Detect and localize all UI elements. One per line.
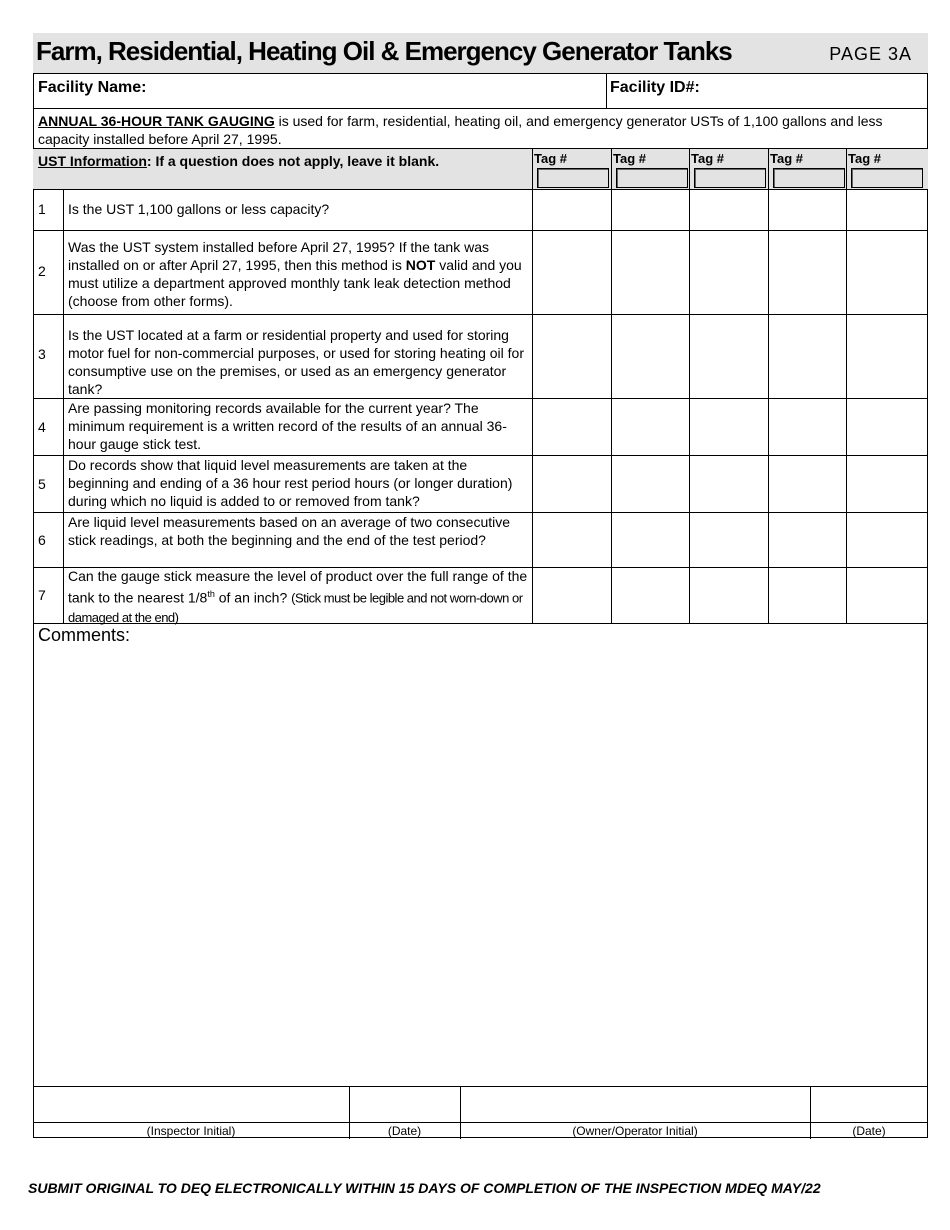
answer-cell[interactable] [689, 455, 769, 512]
question-row-2 [33, 230, 928, 315]
question-text-part: Can the gauge stick measure the level of product over the full range of the tank to the nearest 1/8 [68, 568, 528, 606]
question-text-superscript: th [207, 589, 215, 599]
answer-cell[interactable] [532, 398, 612, 455]
intro-heading: ANNUAL 36-HOUR TANK GAUGING [38, 113, 275, 129]
question-number: 6 [38, 532, 46, 548]
facility-name-field[interactable]: Facility Name: [38, 79, 147, 96]
answer-cell[interactable] [846, 314, 929, 398]
question-text-part: of an inch? [214, 589, 292, 606]
question-text: Are liquid level measurements based on an average of two consecutive stick readings, at both the beginning and the end of the test period? [68, 514, 511, 548]
tag-label: Tag # [613, 151, 646, 166]
number-divider [63, 190, 64, 230]
tag-column [611, 149, 690, 191]
answer-cell[interactable] [768, 230, 847, 314]
answer-cell[interactable] [611, 567, 690, 623]
answer-cell[interactable] [768, 190, 847, 230]
answer-cell[interactable] [768, 567, 847, 623]
question-number: 5 [38, 476, 46, 492]
owner-initial-label: (Owner/Operator Initial) [572, 1124, 698, 1138]
answer-cell[interactable] [611, 190, 690, 230]
question-number: 1 [38, 201, 46, 217]
question-number: 2 [38, 263, 46, 279]
tag-label: Tag # [770, 151, 803, 166]
signature-line [33, 1122, 928, 1123]
answer-cell[interactable] [846, 567, 929, 623]
signature-row [33, 1086, 928, 1138]
answer-cell[interactable] [689, 230, 769, 314]
question-row-6 [33, 512, 928, 568]
tag-input[interactable] [616, 168, 688, 188]
ust-info-label: UST Information [38, 153, 147, 169]
answer-cell[interactable] [532, 567, 612, 623]
question-text: Are passing monitoring records available for the current year? The minimum requirement is a written record of the results of an annual 36-hour gauge stick test. [68, 400, 507, 452]
tag-label: Tag # [534, 151, 567, 166]
answer-cell[interactable] [846, 512, 929, 567]
number-divider [63, 398, 64, 455]
question-text: Do records show that liquid level measurements are taken at the beginning and ending of a 36 hour rest period hours (or longer duration) during which no liquid is added to or removed from tank? [68, 457, 513, 509]
tag-label: Tag # [691, 151, 724, 166]
question-row-3 [33, 314, 928, 399]
answer-cell[interactable] [611, 314, 690, 398]
answer-cell[interactable] [689, 567, 769, 623]
question-row-1 [33, 190, 928, 231]
tag-column [689, 149, 769, 191]
page-title: Farm, Residential, Heating Oil & Emergency Generator Tanks [36, 36, 732, 66]
tag-input[interactable] [773, 168, 845, 188]
date-label: (Date) [387, 1124, 422, 1138]
answer-cell[interactable] [768, 455, 847, 512]
answer-cell[interactable] [611, 455, 690, 512]
question-text [68, 238, 528, 310]
answer-cell[interactable] [768, 398, 847, 455]
question-text-emphasis: NOT [405, 257, 436, 273]
ust-info-text: : If a question does not apply, leave it blank. [146, 153, 440, 169]
number-divider [63, 567, 64, 623]
answer-cell[interactable] [611, 398, 690, 455]
question-row-5 [33, 455, 928, 513]
question-number: 4 [38, 419, 46, 435]
answer-cell[interactable] [532, 455, 612, 512]
intro-text: is used for farm, residential, heating oil, and emergency generator USTs of 1,100 gallons and less capacity installed before April 27, 1995. [38, 113, 883, 147]
question-text-part: Was the UST system installed before April 27, 1995? If the tank was installed on or after April 27, 1995, then this method is [68, 239, 489, 273]
number-divider [63, 314, 64, 398]
answer-cell[interactable] [689, 190, 769, 230]
footer-note: SUBMIT ORIGINAL TO DEQ ELECTRONICALLY WITHIN 15 DAYS OF COMPLETION OF THE INSPECTION MDEQ MAY/22 [28, 1180, 821, 1196]
answer-cell[interactable] [846, 455, 929, 512]
question-number: 3 [38, 346, 46, 362]
answer-cell[interactable] [611, 512, 690, 567]
number-divider [63, 512, 64, 567]
answer-cell[interactable] [846, 190, 929, 230]
tag-column [768, 149, 847, 191]
answer-cell[interactable] [532, 230, 612, 314]
question-number: 7 [38, 587, 46, 603]
answer-cell[interactable] [768, 512, 847, 567]
page-number: PAGE 3A [829, 44, 912, 64]
answer-cell[interactable] [532, 512, 612, 567]
tag-input[interactable] [537, 168, 609, 188]
question-text-note: (Stick must be legible and not worn-down or damaged at the end) [68, 590, 523, 625]
ust-info-header [33, 148, 928, 190]
answer-cell[interactable] [768, 314, 847, 398]
answer-cell[interactable] [846, 230, 929, 314]
facility-divider [606, 74, 607, 109]
tag-column [846, 149, 929, 191]
intro-paragraph [38, 112, 918, 148]
facility-id-field[interactable]: Facility ID#: [610, 79, 700, 96]
question-row-7 [33, 567, 928, 624]
tag-input[interactable] [694, 168, 766, 188]
inspector-initial-label: (Inspector Initial) [146, 1124, 236, 1138]
answer-cell[interactable] [611, 230, 690, 314]
number-divider [63, 455, 64, 512]
question-text [68, 567, 528, 627]
tag-label: Tag # [848, 151, 881, 166]
title-bar [33, 33, 928, 74]
facility-row [33, 74, 928, 109]
question-text-part: valid and you must utilize a department approved monthly tank leak detection method (choose from other forms). [68, 257, 522, 309]
number-divider [63, 230, 64, 314]
date-label: (Date) [852, 1124, 886, 1138]
answer-cell[interactable] [689, 512, 769, 567]
answer-cell[interactable] [689, 314, 769, 398]
answer-cell[interactable] [532, 190, 612, 230]
ust-info-instruction [38, 153, 439, 169]
question-text: Is the UST located at a farm or residential property and used for storing motor fuel for non-commercial purposes, or used for storing heating oil for consumptive use on the premises, or used as an emergency generator tank? [68, 327, 524, 397]
tag-column [532, 149, 612, 191]
question-row-4 [33, 398, 928, 456]
answer-cell[interactable] [846, 398, 929, 455]
answer-cell[interactable] [532, 314, 612, 398]
tag-input[interactable] [851, 168, 923, 188]
comments-field[interactable]: Comments: [38, 625, 131, 645]
answer-cell[interactable] [689, 398, 769, 455]
question-text: Is the UST 1,100 gallons or less capacity? [68, 201, 330, 217]
